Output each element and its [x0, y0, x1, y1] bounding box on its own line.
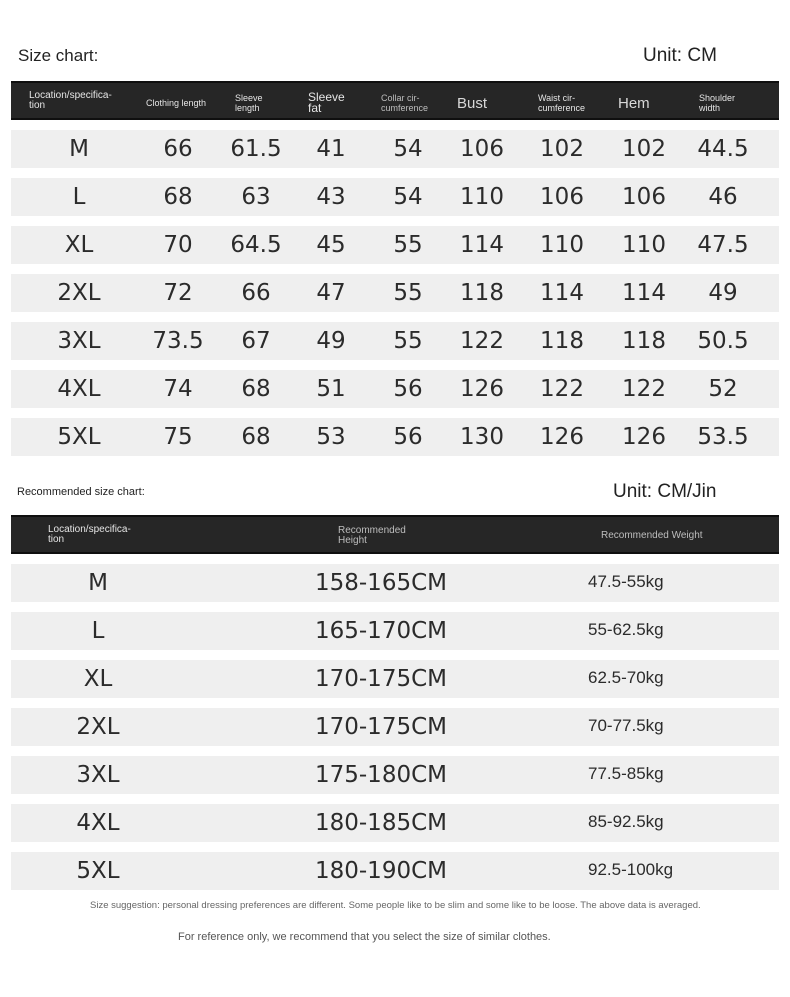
size-chart-title: Size chart: — [18, 46, 99, 65]
measurement-cell: 49 — [316, 328, 346, 354]
measurement-cell: 118 — [622, 328, 666, 354]
measurement-cell: 55 — [393, 232, 423, 258]
recommended-weight: 55-62.5kg — [588, 620, 664, 639]
measurement-cell: 106 — [622, 184, 666, 210]
header-sleeve-fat: Sleeve fat — [308, 90, 345, 115]
header-waist: Waist cir- cumference — [538, 93, 586, 113]
measurement-cell: 53 — [316, 424, 346, 450]
size-row — [11, 274, 779, 312]
measurement-cell: 102 — [540, 136, 584, 162]
measurement-cell: 122 — [460, 328, 504, 354]
header-shoulder: Shoulder width — [699, 93, 736, 113]
header-location: Location/specifica- tion — [48, 524, 131, 545]
measurement-cell: 64.5 — [230, 232, 282, 258]
measurement-cell: 68 — [163, 184, 193, 210]
recommended-weight: 77.5-85kg — [588, 764, 664, 783]
measurement-cell: 55 — [393, 280, 423, 306]
header-hem: Hem — [618, 95, 650, 112]
measurement-cell: 110 — [622, 232, 666, 258]
header-sleeve-length: Sleeve length — [235, 93, 263, 113]
measurement-cell: 56 — [393, 424, 423, 450]
size-row — [11, 226, 779, 264]
size-label: 5XL — [57, 424, 101, 450]
size-row — [11, 322, 779, 360]
measurement-cell: 126 — [460, 376, 504, 402]
recommended-row — [11, 660, 779, 698]
measurement-cell: 41 — [316, 136, 346, 162]
measurement-cell: 46 — [708, 184, 738, 210]
size-label: 4XL — [57, 376, 101, 402]
size-suggestion-note: Size suggestion: personal dressing preferences are different. Some people like to be slim and some like to be loose. The above data is averaged. — [90, 900, 701, 911]
recommended-height: 180-185CM — [314, 810, 447, 836]
recommended-row — [11, 564, 779, 602]
recommended-weight: 85-92.5kg — [588, 812, 664, 831]
size-chart-unit: Unit: CM — [643, 45, 717, 66]
measurement-cell: 118 — [540, 328, 584, 354]
measurement-cell: 114 — [622, 280, 666, 306]
measurement-cell: 72 — [163, 280, 193, 306]
measurement-cell: 75 — [163, 424, 193, 450]
measurement-cell: 122 — [622, 376, 666, 402]
measurement-cell: 67 — [241, 328, 271, 354]
measurement-cell: 45 — [316, 232, 346, 258]
measurement-cell: 63 — [241, 184, 271, 210]
measurement-cell: 68 — [241, 376, 271, 402]
measurement-cell: 50.5 — [697, 328, 749, 354]
measurement-cell: 122 — [540, 376, 584, 402]
measurement-cell: 68 — [241, 424, 271, 450]
size-label: 2XL — [76, 714, 120, 740]
measurement-cell: 118 — [460, 280, 504, 306]
size-label: M — [69, 136, 89, 162]
size-label: 3XL — [76, 762, 120, 788]
measurement-cell: 74 — [163, 376, 193, 402]
measurement-cell: 110 — [460, 184, 504, 210]
recommended-row — [11, 852, 779, 890]
size-label: 3XL — [57, 328, 101, 354]
header-location: Location/specifica- tion — [29, 90, 112, 111]
recommended-height: 175-180CM — [314, 762, 447, 788]
measurement-cell: 56 — [393, 376, 423, 402]
recommended-weight: 47.5-55kg — [588, 572, 664, 591]
recommended-row — [11, 612, 779, 650]
measurement-cell: 44.5 — [697, 136, 749, 162]
size-row — [11, 130, 779, 168]
measurement-cell: 47 — [316, 280, 346, 306]
measurement-cell: 47.5 — [697, 232, 749, 258]
reference-note: For reference only, we recommend that you select the size of similar clothes. — [178, 931, 551, 943]
size-row — [11, 370, 779, 408]
measurement-cell: 66 — [163, 136, 193, 162]
size-label: L — [72, 184, 86, 210]
measurement-cell: 53.5 — [697, 424, 749, 450]
size-row — [11, 178, 779, 216]
measurement-cell: 73.5 — [152, 328, 204, 354]
recommended-height: 180-190CM — [314, 858, 447, 884]
size-row — [11, 418, 779, 456]
measurement-cell: 102 — [622, 136, 666, 162]
recommended-row — [11, 804, 779, 842]
header-clothing-length: Clothing length — [146, 98, 207, 108]
measurement-cell: 51 — [316, 376, 346, 402]
header-recommended-height: Recommended Height — [338, 525, 406, 546]
recommended-weight: 70-77.5kg — [588, 716, 664, 735]
header-bust: Bust — [457, 95, 488, 112]
measurement-cell: 130 — [460, 424, 504, 450]
recommended-height: 158-165CM — [314, 570, 447, 596]
measurement-cell: 126 — [622, 424, 666, 450]
recommended-weight: 62.5-70kg — [588, 668, 664, 687]
measurement-cell: 106 — [540, 184, 584, 210]
size-label: XL — [83, 666, 113, 692]
recommended-chart-title: Recommended size chart: — [17, 486, 145, 498]
size-label: 2XL — [57, 280, 101, 306]
size-label: XL — [64, 232, 94, 258]
recommended-weight: 92.5-100kg — [588, 860, 674, 879]
measurement-cell: 54 — [393, 184, 423, 210]
measurement-cell: 114 — [540, 280, 584, 306]
recommended-chart-unit: Unit: CM/Jin — [613, 481, 717, 502]
size-label: M — [88, 570, 108, 596]
measurement-cell: 114 — [460, 232, 504, 258]
recommended-row — [11, 756, 779, 794]
header-recommended-weight: Recommended Weight — [601, 530, 703, 541]
measurement-cell: 70 — [163, 232, 193, 258]
measurement-cell: 52 — [708, 376, 738, 402]
size-chart-header — [11, 81, 779, 120]
recommended-chart-header — [11, 515, 779, 554]
measurement-cell: 66 — [241, 280, 271, 306]
size-label: 5XL — [76, 858, 120, 884]
header-collar: Collar cir- cumference — [381, 93, 429, 113]
measurement-cell: 55 — [393, 328, 423, 354]
measurement-cell: 61.5 — [230, 136, 282, 162]
size-label: 4XL — [76, 810, 120, 836]
measurement-cell: 126 — [540, 424, 584, 450]
recommended-height: 170-175CM — [314, 714, 447, 740]
measurement-cell: 43 — [316, 184, 346, 210]
recommended-height: 165-170CM — [314, 618, 447, 644]
measurement-cell: 49 — [708, 280, 738, 306]
measurement-cell: 110 — [540, 232, 584, 258]
measurement-cell: 54 — [393, 136, 423, 162]
measurement-cell: 106 — [460, 136, 504, 162]
recommended-row — [11, 708, 779, 746]
size-label: L — [91, 618, 105, 644]
recommended-height: 170-175CM — [314, 666, 447, 692]
